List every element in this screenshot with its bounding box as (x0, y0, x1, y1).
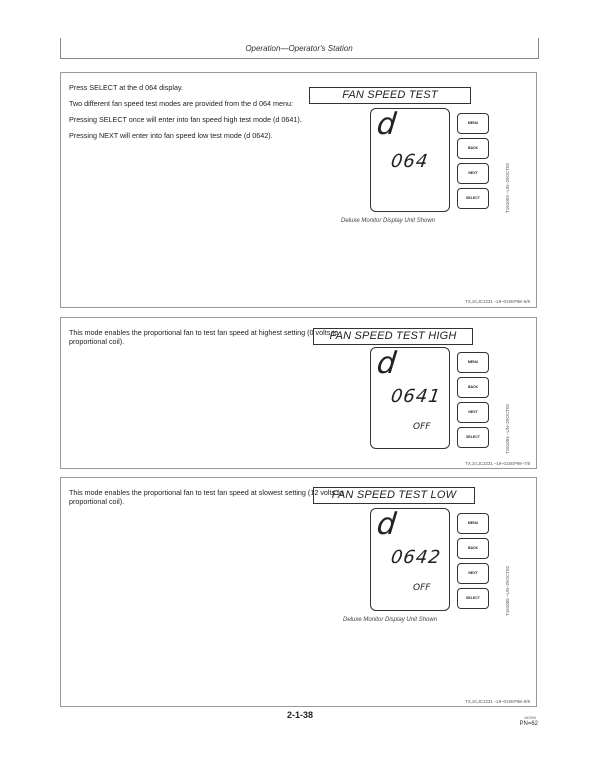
section-fan-speed-test (60, 72, 537, 308)
lcd-screen (370, 347, 450, 449)
lcd-letter: d (375, 507, 398, 542)
select-button[interactable]: SELECT (457, 188, 489, 209)
figure-title: FAN SPEED TEST LOW (313, 487, 475, 504)
lcd-letter: d (375, 107, 398, 142)
figure-caption: Deluxe Monitor Display Unit Shown (341, 218, 436, 224)
next-button[interactable]: NEXT (457, 563, 489, 584)
figure-title: FAN SPEED TEST HIGH (313, 328, 473, 345)
section-text (69, 328, 344, 353)
back-button[interactable]: BACK (457, 138, 489, 159)
section-text (69, 488, 344, 513)
figure-title: FAN SPEED TEST (309, 87, 471, 104)
select-button[interactable]: SELECT (457, 588, 489, 609)
paragraph: This mode enables the proportional fan to test fan speed at slowest setting (12 volts to proportional coil). (69, 488, 344, 506)
lcd-status: OFF (413, 583, 431, 593)
paragraph: Press SELECT at the d 064 display. (69, 83, 183, 92)
paragraph: Pressing SELECT once will enter into fan speed high test mode (d 0641). (69, 115, 302, 124)
section-fan-speed-test-high (60, 317, 537, 469)
paragraph: Two different fan speed test modes are provided from the d 064 menu: (69, 99, 294, 108)
header-divider (60, 58, 538, 59)
menu-button[interactable]: MENU (457, 113, 489, 134)
page-pn: PN=62 (519, 721, 538, 727)
section-footer-code: TX,10,JC2231 –19–01SEP98–8/8 (465, 699, 530, 704)
section-text (69, 83, 344, 147)
section-fan-speed-test-low (60, 477, 537, 707)
header-right-rule (538, 38, 539, 59)
page-small-code: 062599 (524, 716, 536, 720)
next-button[interactable]: NEXT (457, 163, 489, 184)
page-header-title: Operation—Operator's Station (245, 44, 353, 53)
paragraph: Pressing NEXT will enter into fan speed low test mode (d 0642). (69, 131, 273, 140)
figure-id: T161004 –UN–29OCT02 (505, 403, 510, 454)
page-number: 2-1-38 (286, 710, 313, 720)
back-button[interactable]: BACK (457, 377, 489, 398)
back-button[interactable]: BACK (457, 538, 489, 559)
lcd-status: OFF (413, 422, 431, 432)
lcd-screen (370, 508, 450, 611)
lcd-code: 0641 (389, 386, 443, 407)
paragraph: This mode enables the proportional fan to test fan speed at highest setting (0 volts to proportional coil). (69, 328, 339, 346)
figure-caption: Deluxe Monitor Display Unit Shown (343, 617, 438, 623)
menu-button[interactable]: MENU (457, 513, 489, 534)
figure-id: T161003 –UN–29OCT02 (505, 162, 510, 213)
menu-button[interactable]: MENU (457, 352, 489, 373)
lcd-screen (370, 108, 450, 212)
next-button[interactable]: NEXT (457, 402, 489, 423)
lcd-code: 064 (389, 151, 430, 172)
lcd-code: 0642 (389, 547, 443, 568)
select-button[interactable]: SELECT (457, 427, 489, 448)
section-footer-code: TX,10,JC2231 –19–01SEP98–7/8 (465, 461, 530, 466)
lcd-letter: d (375, 346, 398, 381)
figure-id: T161005 –UN–29OCT02 (505, 565, 510, 616)
section-footer-code: TX,10,JC2231 –19–01SEP98–6/8 (465, 299, 530, 304)
